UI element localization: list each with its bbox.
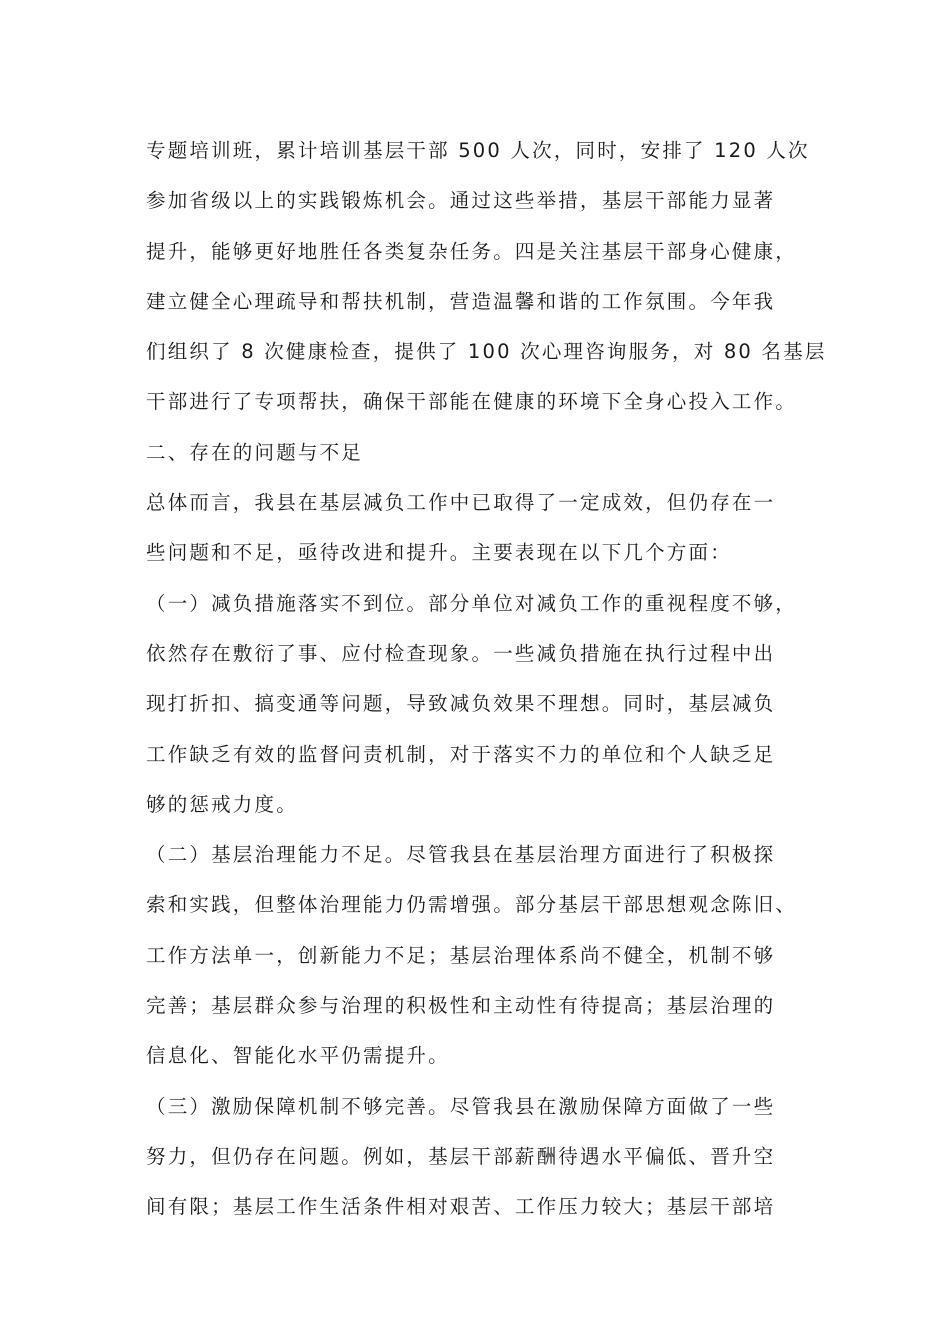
text-line: 工作方法单一，创新能力不足；基层治理体系尚不健全，机制不够 <box>146 943 776 967</box>
text-line: 干部进行了专项帮扶，确保干部能在健康的环境下全身心投入工作。 <box>146 390 798 414</box>
text-line: （三）激励保障机制不够完善。尽管我县在激励保障方面做了一些 <box>146 1094 776 1118</box>
text-line: 工作缺乏有效的监督问责机制，对于落实不力的单位和个人缺乏足 <box>146 742 776 766</box>
text-line: （一）减负措施落实不到位。部分单位对减负工作的重视程度不够， <box>146 591 798 615</box>
text-line: 索和实践，但整体治理能力仍需增强。部分基层干部思想观念陈旧、 <box>146 893 798 917</box>
text-line: 总体而言，我县在基层减负工作中已取得了一定成效，但仍存在一 <box>146 491 776 515</box>
text-line: 们组织了 8 次健康检查，提供了 100 次心理咨询服务，对 80 名基层 <box>146 340 827 364</box>
text-line: 间有限；基层工作生活条件相对艰苦、工作压力较大；基层干部培 <box>146 1195 776 1219</box>
text-line: 些问题和不足，亟待改进和提升。主要表现在以下几个方面： <box>146 541 732 565</box>
text-line: （二）基层治理能力不足。尽管我县在基层治理方面进行了积极探 <box>146 843 776 867</box>
text-line: 努力，但仍存在问题。例如，基层干部薪酬待遇水平偏低、晋升空 <box>146 1144 776 1168</box>
section-heading: 二、存在的问题与不足 <box>146 440 364 464</box>
text-line: 提升，能够更好地胜任各类复杂任务。四是关注基层干部身心健康， <box>146 239 798 263</box>
text-line: 信息化、智能化水平仍需提升。 <box>146 1044 450 1068</box>
text-line: 依然存在敷衍了事、应付检查现象。一些减负措施在执行过程中出 <box>146 641 776 665</box>
text-line: 参加省级以上的实践锻炼机会。通过这些举措，基层干部能力显著 <box>146 189 776 213</box>
text-line: 完善；基层群众参与治理的积极性和主动性有待提高；基层治理的 <box>146 994 776 1018</box>
text-line: 专题培训班，累计培训基层干部 500 人次，同时，安排了 120 人次 <box>146 139 810 162</box>
text-line: 够的惩戒力度。 <box>146 792 298 816</box>
text-line: 建立健全心理疏导和帮扶机制，营造温馨和谐的工作氛围。今年我 <box>146 289 776 313</box>
document-body <box>146 126 826 1233</box>
text-line: 现打折扣、搞变通等问题，导致减负效果不理想。同时，基层减负 <box>146 692 776 716</box>
